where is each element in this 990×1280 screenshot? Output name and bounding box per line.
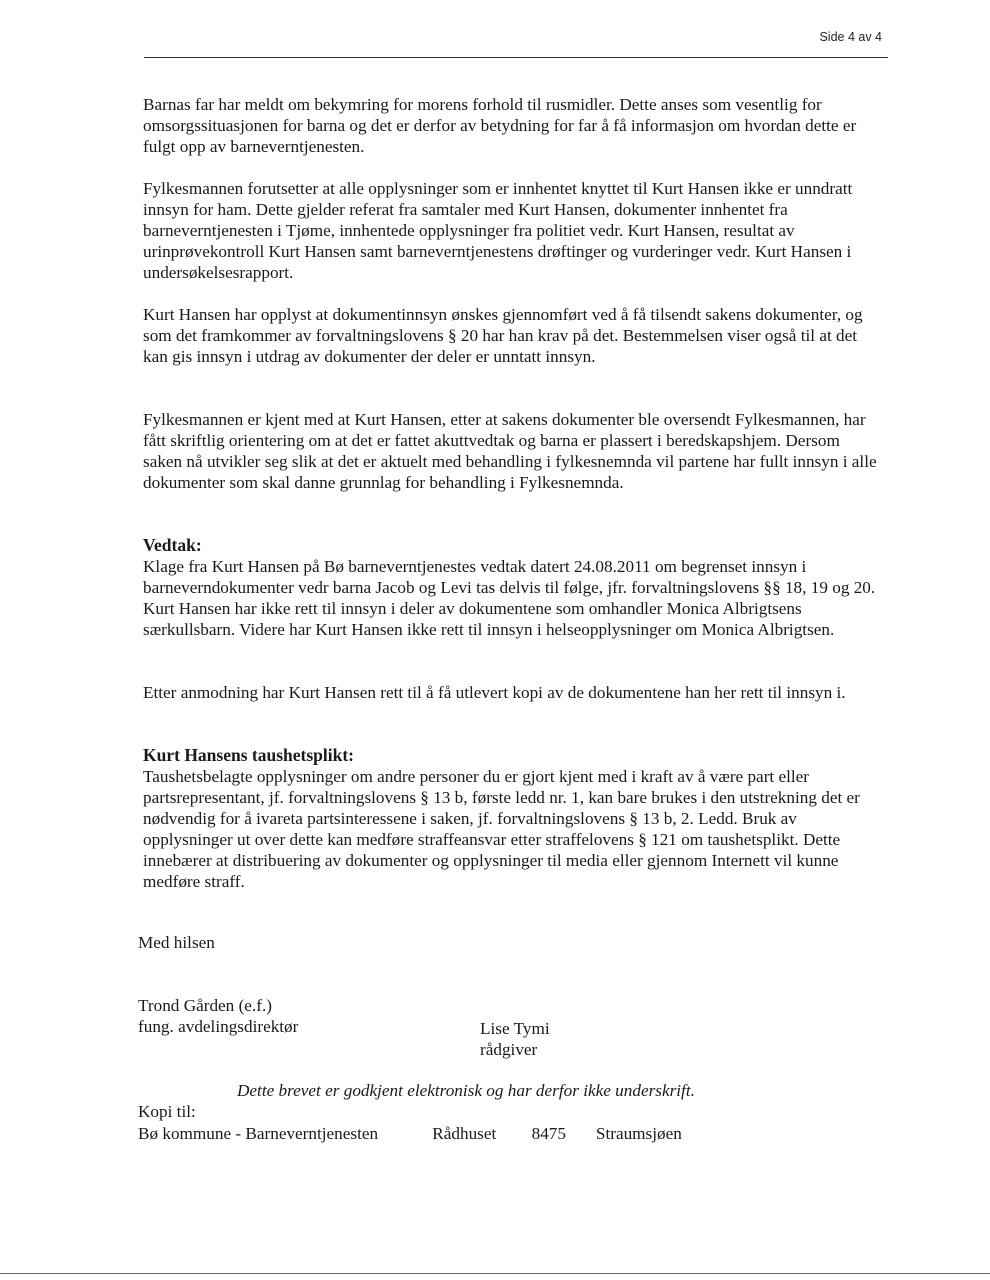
taushet-text: Taushetsbelagte opplysninger om andre personer du er gjort kjent med i kraft av å være part eller partsrepresentant, jf. forvaltningslovens § 13 b, første ledd nr. 1, kan bare brukes i den utstrekning det er nødvendig for å ivareta partsinteressene i saken, jf. forvaltningslovens § 13 b, 2. Ledd. Bruk av opplysninger ut over dette kan medføre straffeansvar etter straffelovens § 121 om taushetsplikt. Dette innebærer at distribuering av dokumenter og opplysninger til media eller gjennom Internett vil kunne medføre straff. (143, 767, 860, 891)
vedtak-text: Klage fra Kurt Hansen på Bø barneverntjenestes vedtak datert 24.08.2011 om begrenset innsyn i barneverndokumenter vedr barna Jacob og Levi tas delvis til følge, jfr. forvaltningslovens §§ 18, 19 og 20. Kurt Hansen har ikke rett til innsyn i deler av dokumentene som omhandler Monica Albrigtsens særkullsbarn. Videre har Kurt Hansen ikke rett til innsyn i helseopplysninger om Monica Albrigtsen. (143, 557, 876, 639)
vedtak-heading: Vedtak: (143, 535, 202, 555)
signer-1-name: Trond Gården (e.f.) (138, 996, 272, 1015)
bottom-rule (0, 1273, 990, 1274)
paragraph-4-text: Fylkesmannen er kjent med at Kurt Hansen, etter at sakens dokumenter ble oversendt Fylkesmannen, har fått skriftlig orientering om at det er fattet akuttvedtak og barna er plassert i beredskapshjem. Dersom saken nå utvikler seg slik at det er aktuelt med behandling i fylkesnemnda vil partene har fullt innsyn i alle dokumenter som skal danne grunnlag for behandling i Fylkesnemnda. (143, 410, 877, 492)
electronic-approval-note: Dette brevet er godkjent elektronisk og har derfor ikke underskrift. (237, 1081, 695, 1100)
copy-address: Rådhuset (432, 1124, 497, 1143)
signer-2 (480, 1018, 550, 1060)
copy-recipient-row (138, 1123, 682, 1144)
copy-label: Kopi til: (138, 1102, 196, 1121)
signer-1-title: fung. avdelingsdirektør (138, 1017, 299, 1036)
header-rule (144, 57, 888, 58)
paragraph-1-text: Barnas far har meldt om bekymring for morens forhold til rusmidler. Dette anses som vesentlig for omsorgssituasjonen for barna og det er derfor av betydning for far å få informasjon om hvordan dette er fulgt opp av barneverntjenesten. (143, 95, 857, 156)
paragraph-3 (143, 304, 878, 367)
paragraph-4 (143, 409, 878, 493)
taushet-section (143, 745, 878, 892)
copy-recipient: Bø kommune - Barneverntjenesten (138, 1124, 379, 1143)
taushet-heading: Kurt Hansens taushetsplikt: (143, 745, 355, 765)
copy-postcode: 8475 (531, 1124, 566, 1143)
paragraph-1 (143, 94, 878, 157)
vedtak-section (143, 535, 878, 640)
greeting: Med hilsen (138, 933, 215, 952)
paragraph-2 (143, 178, 878, 283)
vedtak-text-2: Etter anmodning har Kurt Hansen rett til å få utlevert kopi av de dokumentene han her rett til innsyn i. (143, 683, 846, 702)
copy-city: Straumsjøen (595, 1124, 682, 1143)
vedtak-paragraph-2 (143, 682, 878, 703)
paragraph-2-text: Fylkesmannen forutsetter at alle opplysninger som er innhentet knyttet til Kurt Hansen ikke er unndratt innsyn for ham. Dette gjelder referat fra samtaler med Kurt Hansen, dokumenter innhentet fra barneverntjenesten i Tjøme, innhentede opplysninger fra politiet vedr. Kurt Hansen, resultat av urinprøvekontroll Kurt Hansen samt barneverntjenestens drøftinger og vurderinger vedr. Kurt Hansen i undersøkelsesrapport. (143, 179, 853, 282)
paragraph-3-text: Kurt Hansen har opplyst at dokumentinnsyn ønskes gjennomført ved å få tilsendt sakens dokumenter, og som det framkommer av forvaltningslovens § 20 har han krav på det. Bestemmelsen viser også til at det kan gis innsyn i utdrag av dokumenter der deler er unntatt innsyn. (143, 305, 863, 366)
page-number: Side 4 av 4 (819, 30, 882, 44)
signer-2-name: Lise Tymi (480, 1019, 550, 1038)
signer-1 (138, 995, 298, 1037)
signer-2-title: rådgiver (480, 1040, 538, 1059)
